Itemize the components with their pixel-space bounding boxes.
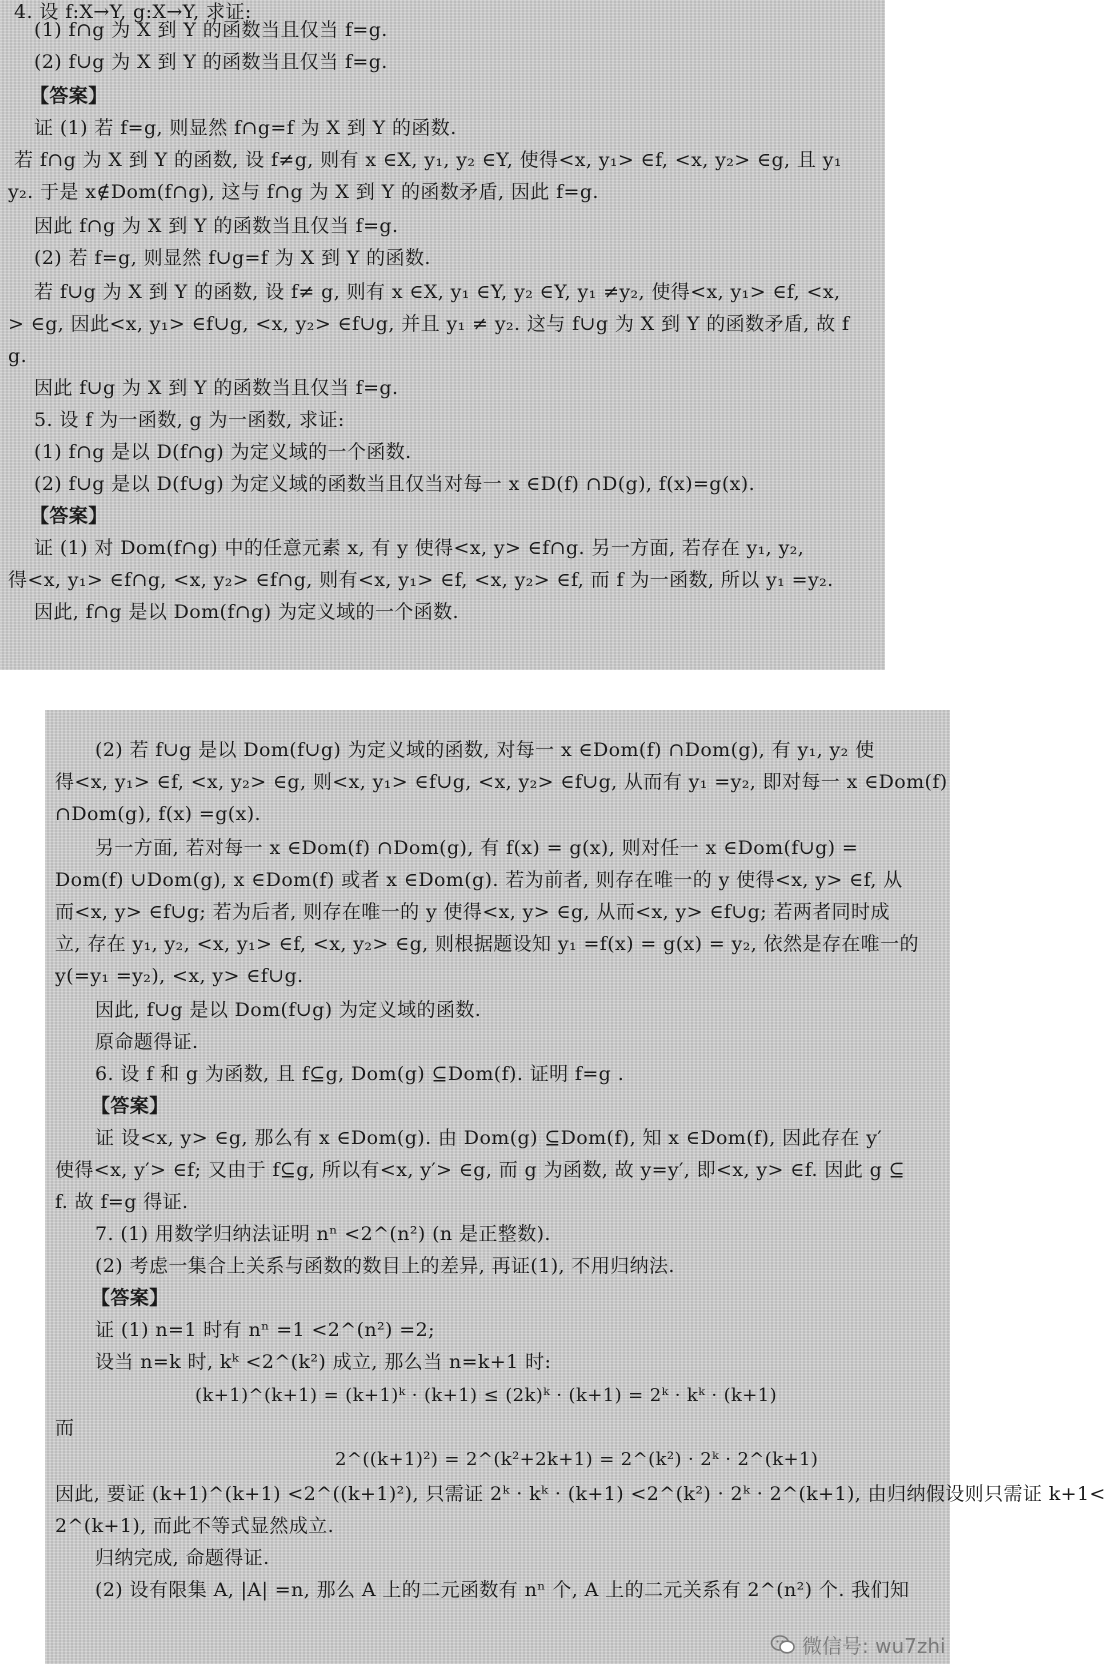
scanned-page-top xyxy=(0,0,885,670)
proof-line: g. xyxy=(8,345,28,367)
proof-line: y₂. 于是 x∉Dom(f∩g), 这与 f∩g 为 X 到 Y 的函数矛盾, 因此 f=g. xyxy=(8,181,599,203)
proof-line: 2^(k+1), 而此不等式显然成立. xyxy=(55,1515,335,1537)
proof-line: 若 f∪g 为 X 到 Y 的函数, 设 f≠ g, 则有 x ∈X, y₁ ∈Y, y₂ ∈Y, y₁ ≠y₂, 使得<x, y₁> ∈f, <x, xyxy=(34,281,841,303)
equation-2: 2^((k+1)²) = 2^(k²+2k+1) = 2^(k²) · 2ᵏ · 2^(k+1) xyxy=(335,1449,819,1470)
proof-line: 设当 n=k 时, kᵏ <2^(k²) 成立, 那么当 n=k+1 时: xyxy=(95,1351,552,1373)
proof-line: 因此 f∩g 为 X 到 Y 的函数当且仅当 f=g. xyxy=(34,215,399,237)
proof-line: 因此 f∪g 为 X 到 Y 的函数当且仅当 f=g. xyxy=(34,377,399,399)
proof-line: 原命题得证. xyxy=(95,1031,199,1053)
proof-line: 另一方面, 若对每一 x ∈Dom(f) ∩Dom(g), 有 f(x) = g(x), 则对任一 x ∈Dom(f∪g) = xyxy=(95,837,859,859)
problem-5-part-2: (2) f∪g 是以 D(f∪g) 为定义域的函数当且仅当对每一 x ∈D(f) ∩D(g), f(x)=g(x). xyxy=(34,473,756,495)
proof-line: y(=y₁ =y₂), <x, y> ∈f∪g. xyxy=(55,965,304,987)
proof-line: ∩Dom(g), f(x) =g(x). xyxy=(55,803,261,825)
watermark xyxy=(770,1630,946,1659)
problem-7-part-2: (2) 考虑一集合上关系与函数的数目上的差异, 再证(1), 不用归纳法. xyxy=(95,1255,675,1277)
proof-line: 证 (1) 对 Dom(f∩g) 中的任意元素 x, 有 y 使得<x, y> ∈f∩g. 另一方面, 若存在 y₁, y₂, xyxy=(34,537,805,559)
proof-line: (2) 若 f∪g 是以 Dom(f∪g) 为定义域的函数, 对每一 x ∈Dom(f) ∩Dom(g), 有 y₁, y₂ 使 xyxy=(95,739,875,761)
proof-line: 立, 存在 y₁, y₂, <x, y₁> ∈f, <x, y₂> ∈g, 则根据题设知 y₁ =f(x) = g(x) = y₂, 依然是存在唯一的 xyxy=(55,933,919,955)
proof-line: 证 设<x, y> ∈g, 那么有 x ∈Dom(g). 由 Dom(g) ⊆Dom(f), 知 x ∈Dom(f), 因此存在 y′ xyxy=(95,1127,883,1149)
proof-line: 证 (1) n=1 时有 nⁿ =1 <2^(n²) =2; xyxy=(95,1319,435,1341)
proof-line: f. 故 f=g 得证. xyxy=(55,1191,189,1213)
proof-line: 而 xyxy=(55,1417,75,1439)
answer-heading: 【答案】 xyxy=(30,85,108,107)
watermark-text: 微信号: wu7zhi xyxy=(802,1634,946,1658)
proof-line: 因此, 要证 (k+1)^(k+1) <2^((k+1)²), 只需证 2ᵏ · kᵏ · (k+1) <2^(k²) · 2ᵏ · 2^(k+1), 由归纳假设则只需证 k+1< xyxy=(55,1483,1106,1505)
proof-line: 而<x, y> ∈f∪g; 若为后者, 则存在唯一的 y 使得<x, y> ∈g, 从而<x, y> ∈f∪g; 若两者同时成 xyxy=(55,901,890,923)
proof-line: 归纳完成, 命题得证. xyxy=(95,1547,270,1569)
proof-line: 证 (1) 若 f=g, 则显然 f∩g=f 为 X 到 Y 的函数. xyxy=(34,117,457,139)
proof-line: Dom(f) ∪Dom(g), x ∈Dom(f) 或者 x ∈Dom(g). 若为前者, 则存在唯一的 y 使得<x, y> ∈f, 从 xyxy=(55,869,903,891)
problem-5-part-1: (1) f∩g 是以 D(f∩g) 为定义域的一个函数. xyxy=(34,441,412,463)
scanned-page-bottom xyxy=(45,710,1106,1664)
proof-line: > ∈g, 因此<x, y₁> ∈f∪g, <x, y₂> ∈f∪g, 并且 y₁ ≠ y₂. 这与 f∪g 为 X 到 Y 的函数矛盾, 故 f xyxy=(8,313,850,335)
answer-heading: 【答案】 xyxy=(30,505,108,527)
problem-5-statement: 5. 设 f 为一函数, g 为一函数, 求证: xyxy=(34,409,345,431)
problem-4-statement: 4. 设 f:X→Y, g:X→Y, 求证: xyxy=(14,1,252,23)
problem-7-part-1: 7. (1) 用数学归纳法证明 nⁿ <2^(n²) (n 是正整数). xyxy=(95,1223,551,1245)
answer-heading: 【答案】 xyxy=(91,1287,169,1309)
proof-line: (2) 若 f=g, 则显然 f∪g=f 为 X 到 Y 的函数. xyxy=(34,247,431,269)
wechat-icon xyxy=(770,1632,796,1658)
proof-line: 因此, f∩g 是以 Dom(f∩g) 为定义域的一个函数. xyxy=(34,601,459,623)
proof-line: 若 f∩g 为 X 到 Y 的函数, 设 f≠g, 则有 x ∈X, y₁, y₂ ∈Y, 使得<x, y₁> ∈f, <x, y₂> ∈g, 且 y₁ xyxy=(14,149,842,171)
problem-4-part-2: (2) f∪g 为 X 到 Y 的函数当且仅当 f=g. xyxy=(34,51,388,73)
problem-4-part-1: (1) f∩g 为 X 到 Y 的函数当且仅当 f=g. xyxy=(34,19,388,41)
proof-line: 因此, f∪g 是以 Dom(f∪g) 为定义域的函数. xyxy=(95,999,482,1021)
equation-1: (k+1)^(k+1) = (k+1)ᵏ · (k+1) ≤ (2k)ᵏ · (k+1) = 2ᵏ · kᵏ · (k+1) xyxy=(195,1385,778,1406)
proof-line: 得<x, y₁> ∈f∩g, <x, y₂> ∈f∩g, 则有<x, y₁> ∈f, <x, y₂> ∈f, 而 f 为一函数, 所以 y₁ =y₂. xyxy=(8,569,834,591)
answer-heading: 【答案】 xyxy=(91,1095,169,1117)
proof-line: 使得<x, y′> ∈f; 又由于 f⊆g, 所以有<x, y′> ∈g, 而 g 为函数, 故 y=y′, 即<x, y> ∈f. 因此 g ⊆ xyxy=(55,1159,905,1181)
proof-line: 得<x, y₁> ∈f, <x, y₂> ∈g, 则<x, y₁> ∈f∪g, <x, y₂> ∈f∪g, 从而有 y₁ =y₂, 即对每一 x ∈Dom(f) xyxy=(55,771,948,793)
proof-line: (2) 设有限集 A, |A| =n, 那么 A 上的二元函数有 nⁿ 个, A 上的二元关系有 2^(n²) 个. 我们知 xyxy=(95,1579,910,1601)
problem-6-statement: 6. 设 f 和 g 为函数, 且 f⊆g, Dom(g) ⊆Dom(f). 证明 f=g . xyxy=(95,1063,625,1085)
